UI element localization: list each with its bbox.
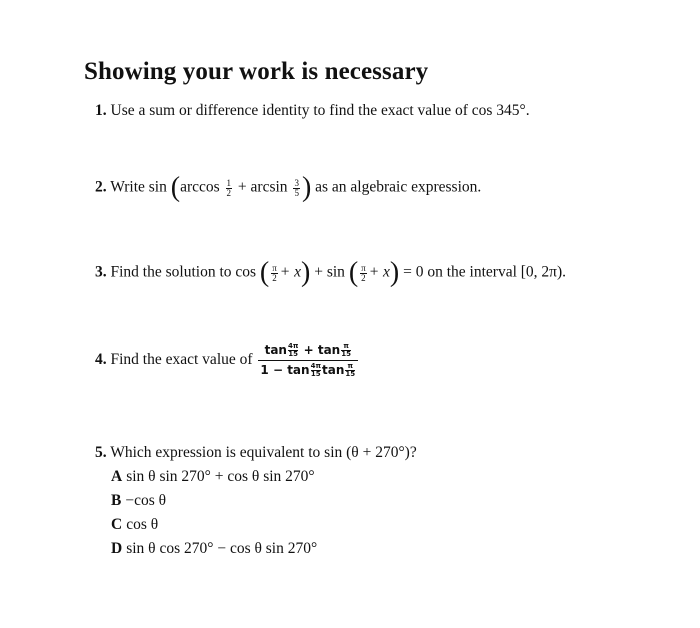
fraction-4pi-15 xyxy=(288,343,298,358)
left-paren: ( xyxy=(348,257,359,288)
question-4-number: 4. xyxy=(95,351,107,369)
question-3 xyxy=(95,257,567,288)
fraction-denominator xyxy=(258,361,358,378)
option-letter: B xyxy=(111,492,122,509)
denominator: 15 xyxy=(341,350,351,358)
fraction-one-half xyxy=(226,179,233,198)
left-paren: ( xyxy=(259,257,270,288)
option-text: −cos θ xyxy=(125,492,167,509)
right-paren: ) xyxy=(301,257,311,288)
arcsin-text: arcsin xyxy=(250,178,288,196)
question-1 xyxy=(95,102,530,120)
numerator: 3 xyxy=(294,177,299,188)
denominator: 2 xyxy=(226,187,232,198)
option-text: sin θ cos 270° − cos θ sin 270° xyxy=(126,540,318,557)
question-1-number: 1. xyxy=(95,102,107,119)
question-3-number: 3. xyxy=(95,263,107,281)
question-2-post: as an algebraic expression. xyxy=(315,178,482,196)
tan-text: tan xyxy=(317,343,341,357)
denominator: 5 xyxy=(294,187,299,198)
numerator: π xyxy=(345,363,355,371)
option-d xyxy=(111,540,317,558)
page-title: Showing your work is necessary xyxy=(84,58,429,85)
fraction-pi-over-2 xyxy=(271,264,278,283)
numerator: 4π xyxy=(310,362,321,370)
option-c xyxy=(111,516,158,534)
question-2-number: 2. xyxy=(95,178,107,196)
option-a xyxy=(111,468,315,486)
plus-x: + x xyxy=(279,263,302,281)
fraction-numerator xyxy=(258,343,358,361)
question-3-post: = 0 on the interval [0, 2π). xyxy=(403,263,567,281)
numerator: π xyxy=(361,262,366,273)
tan-sum-fraction xyxy=(258,343,358,378)
numerator: 1 xyxy=(226,177,232,188)
question-4-pre: Find the exact value of xyxy=(110,351,253,369)
option-letter: C xyxy=(111,516,123,533)
fraction-pi-over-2 xyxy=(360,264,367,283)
question-5-text: Which expression is equivalent to sin (θ + 270°)? xyxy=(110,444,417,461)
plus-sign: + xyxy=(237,178,247,196)
one-minus-text: 1 − xyxy=(260,363,288,377)
denominator: 15 xyxy=(345,370,356,378)
left-paren: ( xyxy=(170,172,181,203)
question-3-pre: Find the solution to cos xyxy=(110,263,257,281)
question-2 xyxy=(95,172,482,203)
tan-text: tan xyxy=(264,343,287,357)
numerator: π xyxy=(341,343,351,351)
denominator: 2 xyxy=(272,272,277,283)
denominator: 2 xyxy=(361,272,366,283)
fraction-pi-15 xyxy=(341,343,351,358)
option-letter: A xyxy=(111,468,123,485)
tan-text: tan xyxy=(287,363,310,377)
tan-text: tan xyxy=(322,363,345,377)
plus-sign: + xyxy=(303,343,314,357)
option-b xyxy=(111,492,166,510)
fraction-three-fifths xyxy=(293,179,300,198)
plus-x: + x xyxy=(368,263,390,281)
question-4 xyxy=(95,343,358,378)
numerator: 4π xyxy=(287,342,299,350)
arccos-text: arccos xyxy=(180,178,220,196)
option-letter: D xyxy=(111,540,123,557)
question-5-number: 5. xyxy=(95,444,107,461)
fraction-pi-15 xyxy=(345,363,355,378)
option-text: cos θ xyxy=(126,516,159,533)
right-paren: ) xyxy=(389,257,400,288)
fraction-4pi-15 xyxy=(311,363,321,378)
right-paren: ) xyxy=(301,172,312,203)
question-5 xyxy=(95,444,417,462)
option-text: sin θ sin 270° + cos θ sin 270° xyxy=(126,468,315,485)
question-1-text: Use a sum or difference identity to find the exact value of cos 345°. xyxy=(110,102,530,119)
denominator: 15 xyxy=(310,370,321,378)
question-3-mid: + sin xyxy=(314,263,345,281)
question-2-pre: Write sin xyxy=(110,178,167,196)
numerator: π xyxy=(272,262,277,273)
denominator: 15 xyxy=(288,350,299,358)
